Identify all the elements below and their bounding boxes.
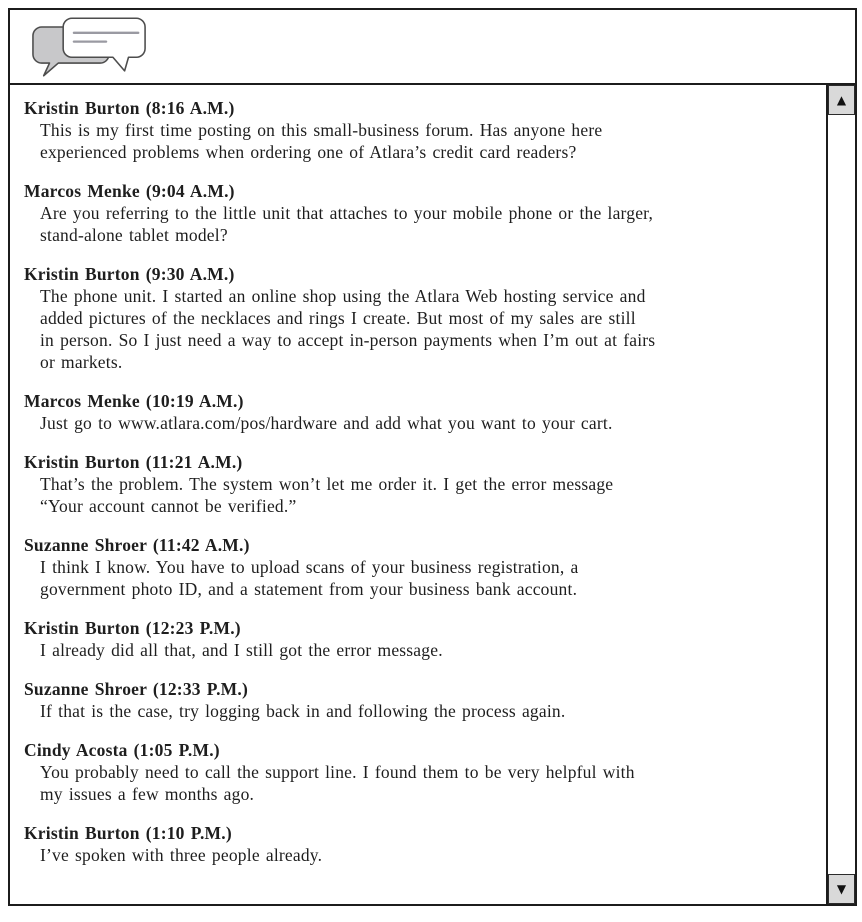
post-body-line: I think I know. You have to upload scans of your business registration, a <box>40 557 579 577</box>
post-body-line: “Your account cannot be verified.” <box>40 496 297 516</box>
post-author-time <box>24 390 820 412</box>
post-author-time <box>24 534 820 556</box>
window-header <box>10 10 855 85</box>
chat-window <box>8 8 857 906</box>
post-author: Kristin Burton <box>24 618 140 638</box>
post-body <box>24 202 820 246</box>
post-author: Marcos Menke <box>24 391 140 411</box>
post-body-line: in person. So I just need a way to accept in-person payments when I’m out at fairs <box>40 330 656 350</box>
post-author: Kristin Burton <box>24 452 140 472</box>
forum-post <box>24 617 820 661</box>
post-author: Cindy Acosta <box>24 740 128 760</box>
post-author: Marcos Menke <box>24 181 140 201</box>
post-time: (1:05 P.M.) <box>133 740 220 760</box>
post-body-line: stand-alone tablet model? <box>40 225 228 245</box>
post-time: (8:16 A.M.) <box>145 98 235 118</box>
chat-bubbles-icon <box>31 16 148 77</box>
post-time: (9:04 A.M.) <box>145 181 235 201</box>
message-list <box>10 85 826 904</box>
post-author: Kristin Burton <box>24 823 140 843</box>
post-body-line: This is my first time posting on this small-business forum. Has anyone here <box>40 120 603 140</box>
scroll-down-button[interactable] <box>828 874 855 904</box>
post-body-line: or markets. <box>40 352 123 372</box>
forum-post <box>24 739 820 805</box>
post-body <box>24 844 820 866</box>
post-body-line: government photo ID, and a statement from your business bank account. <box>40 579 578 599</box>
post-body <box>24 639 820 661</box>
post-body-line: The phone unit. I started an online shop using the Atlara Web hosting service and <box>40 286 646 306</box>
post-body <box>24 556 820 600</box>
scroll-up-button[interactable] <box>828 85 855 115</box>
post-author: Kristin Burton <box>24 264 140 284</box>
post-author-time <box>24 451 820 473</box>
post-author: Suzanne Shroer <box>24 679 147 699</box>
post-body <box>24 700 820 722</box>
post-author-time <box>24 180 820 202</box>
up-arrow-icon: ▲ <box>836 93 847 107</box>
forum-post <box>24 263 820 373</box>
post-time: (1:10 P.M.) <box>145 823 232 843</box>
post-body-line: Are you referring to the little unit that attaches to your mobile phone or the larger, <box>40 203 654 223</box>
post-author-time <box>24 97 820 119</box>
forum-post <box>24 822 820 866</box>
post-author: Kristin Burton <box>24 98 140 118</box>
post-time: (12:23 P.M.) <box>145 618 241 638</box>
post-body <box>24 473 820 517</box>
post-body <box>24 412 820 434</box>
post-body-line: You probably need to call the support line. I found them to be very helpful with <box>40 762 635 782</box>
post-body-line: If that is the case, try logging back in and following the process again. <box>40 701 566 721</box>
forum-post <box>24 97 820 163</box>
forum-post <box>24 534 820 600</box>
post-body-line: I already did all that, and I still got the error message. <box>40 640 443 660</box>
post-author-time <box>24 678 820 700</box>
post-body <box>24 285 820 373</box>
content-row <box>10 85 855 904</box>
forum-post <box>24 390 820 434</box>
post-time: (9:30 A.M.) <box>145 264 235 284</box>
post-body-line: Just go to www.atlara.com/pos/hardware and add what you want to your cart. <box>40 413 613 433</box>
post-body <box>24 761 820 805</box>
vertical-scrollbar[interactable] <box>826 85 855 904</box>
post-time: (11:21 A.M.) <box>145 452 243 472</box>
post-author-time <box>24 739 820 761</box>
forum-post <box>24 678 820 722</box>
post-body-line: I’ve spoken with three people already. <box>40 845 323 865</box>
post-body-line: experienced problems when ordering one of Atlara’s credit card readers? <box>40 142 577 162</box>
post-author-time <box>24 822 820 844</box>
post-author: Suzanne Shroer <box>24 535 147 555</box>
scrollbar-track[interactable] <box>828 115 855 874</box>
down-arrow-icon: ▼ <box>836 882 847 896</box>
post-body-line: added pictures of the necklaces and rings I create. But most of my sales are still <box>40 308 636 328</box>
post-body <box>24 119 820 163</box>
post-author-time <box>24 617 820 639</box>
post-body-line: That’s the problem. The system won’t let me order it. I get the error message <box>40 474 614 494</box>
post-author-time <box>24 263 820 285</box>
post-time: (11:42 A.M.) <box>152 535 250 555</box>
forum-post <box>24 451 820 517</box>
post-body-line: my issues a few months ago. <box>40 784 255 804</box>
post-time: (12:33 P.M.) <box>152 679 248 699</box>
post-time: (10:19 A.M.) <box>145 391 244 411</box>
forum-post <box>24 180 820 246</box>
